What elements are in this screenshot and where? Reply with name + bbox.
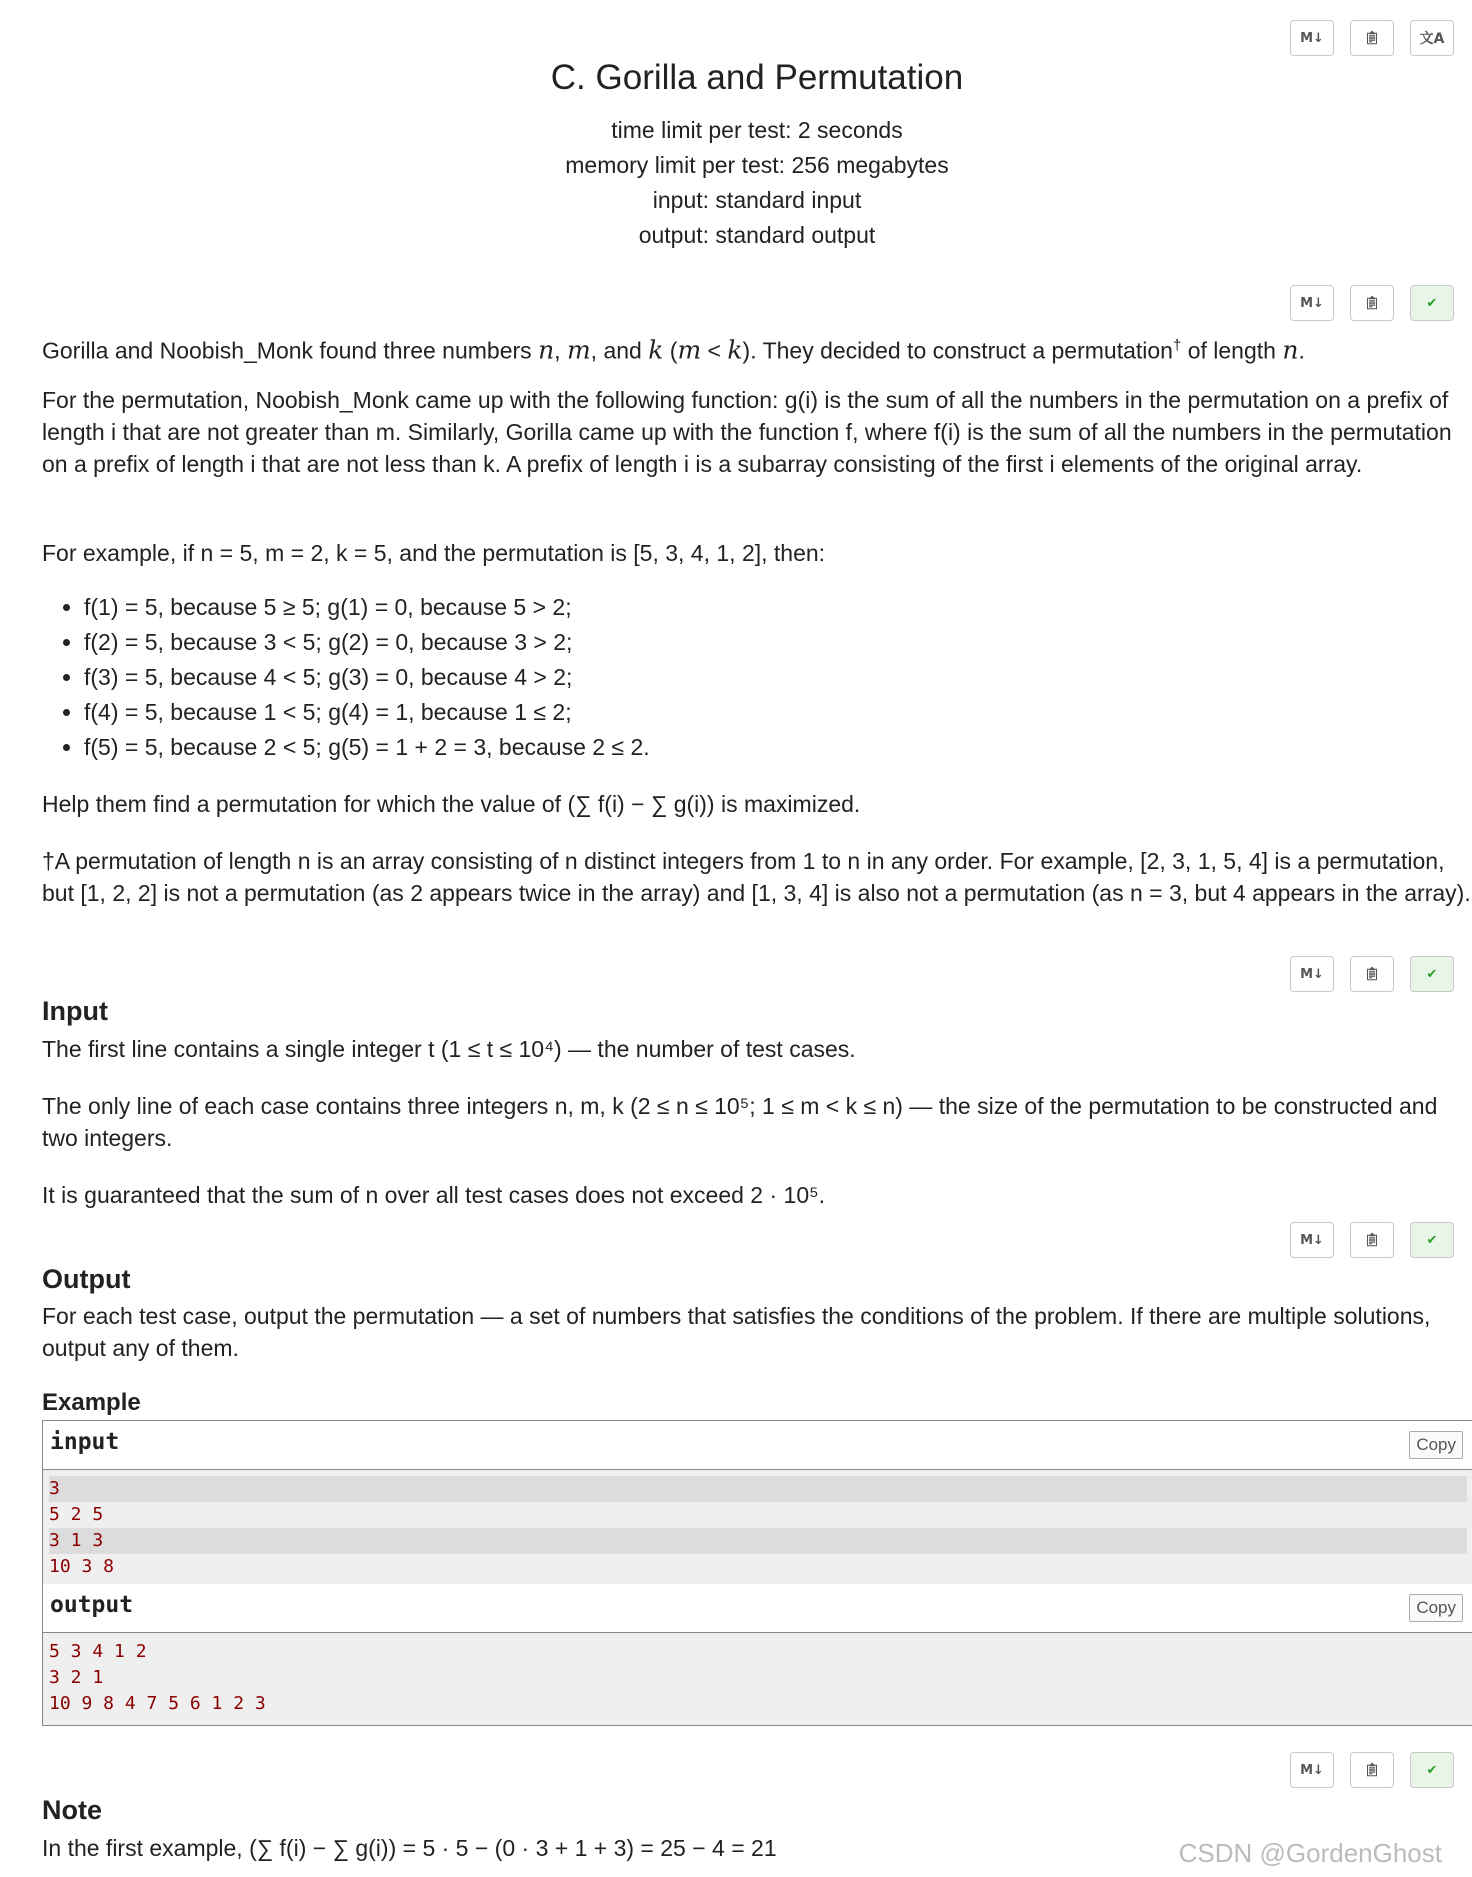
sample-output-label: output [50, 1592, 134, 1618]
input-line: 5 2 5 [49, 1504, 104, 1525]
input-line: 3 1 3 [49, 1528, 1467, 1554]
sample-input-label: input [50, 1429, 120, 1455]
statement-toolbar [1290, 285, 1454, 321]
watermark: CSDN @GordenGhost [1178, 1838, 1442, 1868]
output-line: 5 3 4 1 2 [49, 1641, 147, 1662]
output-toolbar [1290, 1222, 1454, 1258]
translate-button[interactable] [1410, 20, 1454, 56]
check-icon: ✔ [1426, 966, 1438, 982]
markdown-button[interactable]: M↓ [1290, 285, 1334, 321]
input-toolbar [1290, 956, 1454, 992]
markdown-button[interactable]: M↓ [1290, 956, 1334, 992]
clipboard-icon: 📋︎ [1363, 1232, 1381, 1248]
list-item: • f(4) = 5, because 1 < 5; g(4) = 1, because 1 ≤ 2; [84, 695, 650, 730]
output-type: output: standard output [638, 222, 876, 248]
statement-paragraph-2: For the permutation, Noobish_Monk came up with the following function: g(i) is the sum of all the numbers in the permutation on a prefix of length i that are not greater than m. Similarly, Gorilla came up with the function f, where f(i) is the sum of all the numbers in the permutation on a prefix of length i that are not less than k. A prefix of length i is a subarray consisting of the first i elements of the original array. [42, 387, 1452, 477]
markdown-button[interactable]: M↓ [1290, 1222, 1334, 1258]
clipboard-icon: 📋︎ [1363, 966, 1381, 982]
input-line: 3 [49, 1476, 1467, 1502]
sample-input-box [42, 1420, 1472, 1589]
copy-output-button[interactable]: Copy [1409, 1594, 1463, 1622]
memory-limit: memory limit per test: 256 megabytes [565, 152, 949, 178]
note-toolbar [1290, 1752, 1454, 1788]
clipboard-icon: 📋︎ [1363, 1762, 1381, 1778]
check-button[interactable] [1410, 285, 1454, 321]
input-line: 10 3 8 [49, 1556, 115, 1577]
output-line: 3 2 1 [49, 1667, 104, 1688]
copy-button[interactable] [1350, 1752, 1394, 1788]
output-line: 10 9 8 4 7 5 6 1 2 3 [49, 1693, 266, 1714]
copy-button[interactable] [1350, 956, 1394, 992]
note-heading: Note [42, 1795, 102, 1825]
example-heading: Example [42, 1389, 141, 1416]
header-toolbar [1290, 20, 1454, 56]
translate-icon: 文A [1419, 31, 1445, 47]
problem-title: C. Gorilla and Permutation [550, 58, 964, 97]
statement-paragraph-3: For example, if n = 5, m = 2, k = 5, and the permutation is [5, 3, 4, 1, 2], then: [42, 540, 826, 566]
list-item: • f(3) = 5, because 4 < 5; g(3) = 0, because 4 > 2; [84, 660, 650, 695]
check-icon: ✔ [1426, 1762, 1438, 1778]
check-button[interactable] [1410, 1752, 1454, 1788]
copy-button[interactable] [1350, 285, 1394, 321]
input-paragraph-3: It is guaranteed that the sum of n over all test cases does not exceed 2 · 10⁵. [42, 1182, 826, 1208]
copy-button[interactable] [1350, 1222, 1394, 1258]
markdown-button[interactable]: M↓ [1290, 20, 1334, 56]
list-item: • f(2) = 5, because 3 < 5; g(2) = 0, because 3 > 2; [84, 625, 650, 660]
output-heading: Output [42, 1264, 131, 1294]
note-paragraph-1: In the first example, (∑ f(i) − ∑ g(i)) = 5 · 5 − (0 · 3 + 1 + 3) = 25 − 4 = 21 [42, 1835, 777, 1861]
input-heading: Input [42, 996, 108, 1026]
statement-paragraph-4: Help them find a permutation for which the value of (∑ f(i) − ∑ g(i)) is maximized. [42, 791, 861, 817]
input-type: input: standard input [652, 187, 862, 213]
output-paragraph-1: For each test case, output the permutation — a set of numbers that satisfies the conditions of the problem. If there are multiple solutions, output any of them. [42, 1303, 1431, 1361]
statement-paragraph-1: Gorilla and Noobish_Monk found three numbers n, m, and k (m < k). They decided to construct a permutation† of length n. [42, 335, 1305, 365]
input-paragraph-1: The first line contains a single integer t (1 ≤ t ≤ 10⁴) — the number of test cases. [42, 1036, 856, 1062]
input-paragraph-2: The only line of each case contains three integers n, m, k (2 ≤ n ≤ 10⁵; 1 ≤ m < k ≤ n) — the size of the permutation to be constructed and two integers. [42, 1093, 1438, 1151]
markdown-button[interactable]: M↓ [1290, 1752, 1334, 1788]
check-icon: ✔ [1426, 1232, 1438, 1248]
copy-button[interactable] [1350, 20, 1394, 56]
clipboard-icon: 📋︎ [1363, 30, 1381, 46]
check-icon: ✔ [1426, 295, 1438, 311]
check-button[interactable] [1410, 956, 1454, 992]
copy-input-button[interactable]: Copy [1409, 1431, 1463, 1459]
time-limit: time limit per test: 2 seconds [611, 117, 903, 143]
footnote: †A permutation of length n is an array consisting of n distinct integers from 1 to n in any order. For example, [2, 3, 1, 5, 4] is a permutation, but [1, 2, 2] is not a permutation (as 2 appears twice in the array) and [1, 3, 4] is also not a permutation (as n = 3, but 4 appears in the array). [42, 848, 1471, 906]
sample-output-box [42, 1584, 1472, 1726]
example-list [42, 590, 650, 765]
clipboard-icon: 📋︎ [1363, 295, 1381, 311]
list-item: • f(5) = 5, because 2 < 5; g(5) = 1 + 2 = 3, because 2 ≤ 2. [84, 730, 650, 765]
list-item: • f(1) = 5, because 5 ≥ 5; g(1) = 0, because 5 > 2; [84, 590, 650, 625]
check-button[interactable] [1410, 1222, 1454, 1258]
